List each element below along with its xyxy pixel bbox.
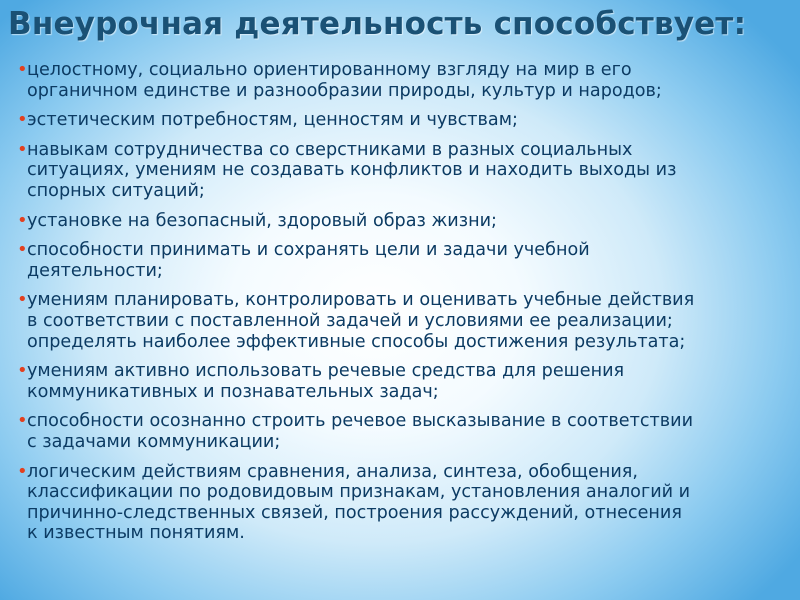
list-item: [17, 410, 795, 452]
list-item: [17, 360, 795, 402]
slide-title: Внеурочная деятельность способствует:: [8, 6, 747, 42]
bullet-icon: •: [17, 410, 28, 432]
bullet-icon: •: [17, 59, 28, 80]
list-item: [17, 109, 795, 131]
list-item: [17, 239, 795, 281]
bullet-icon: •: [17, 460, 28, 482]
bullet-icon: •: [17, 289, 28, 311]
list-item-text: эстетическим потребностям, ценностям и чувствам;: [27, 110, 518, 131]
bullet-icon: •: [17, 360, 28, 382]
list-item-text: умениям активно использовать речевые средства для решения коммуникативных и познавательных задач;: [27, 361, 625, 402]
list-item: [17, 460, 795, 544]
bullet-list: [17, 59, 795, 553]
list-item: [17, 138, 795, 202]
list-item-text: умениям планировать, контролировать и оценивать учебные действия в соответствии с поставленной задачей и условиями ее реализации; определять наиболее эффективные способы достижения результата;: [27, 290, 695, 352]
bullet-icon: •: [17, 209, 28, 231]
bullet-icon: •: [17, 239, 28, 261]
list-item: [17, 59, 795, 101]
list-item-text: способности осознанно строить речевое высказывание в соответствии с задачами коммуникации;: [27, 411, 694, 452]
list-item-text: способности принимать и сохранять цели и задачи учебной деятельности;: [27, 240, 590, 281]
list-item-text: целостному, социально ориентированному взгляду на мир в его органичном единстве и разнообразии природы, культур и народов;: [27, 60, 662, 101]
list-item-text: установке на безопасный, здоровый образ жизни;: [27, 210, 497, 231]
list-item: [17, 289, 795, 352]
bullet-icon: •: [17, 138, 28, 160]
bullet-icon: •: [17, 109, 28, 131]
list-item: [17, 209, 795, 232]
list-item-text: логическим действиям сравнения, анализа, синтеза, обобщения, классификации по родовидовым признакам, установления аналогий и причинно-следственных связей, построения рассуждений, отнесения к известным понятиям.: [27, 461, 691, 544]
list-item-text: навыкам сотрудничества со сверстниками в разных социальных ситуациях, умениям не создавать конфликтов и находить выходы из спорных ситуаций;: [27, 139, 677, 201]
